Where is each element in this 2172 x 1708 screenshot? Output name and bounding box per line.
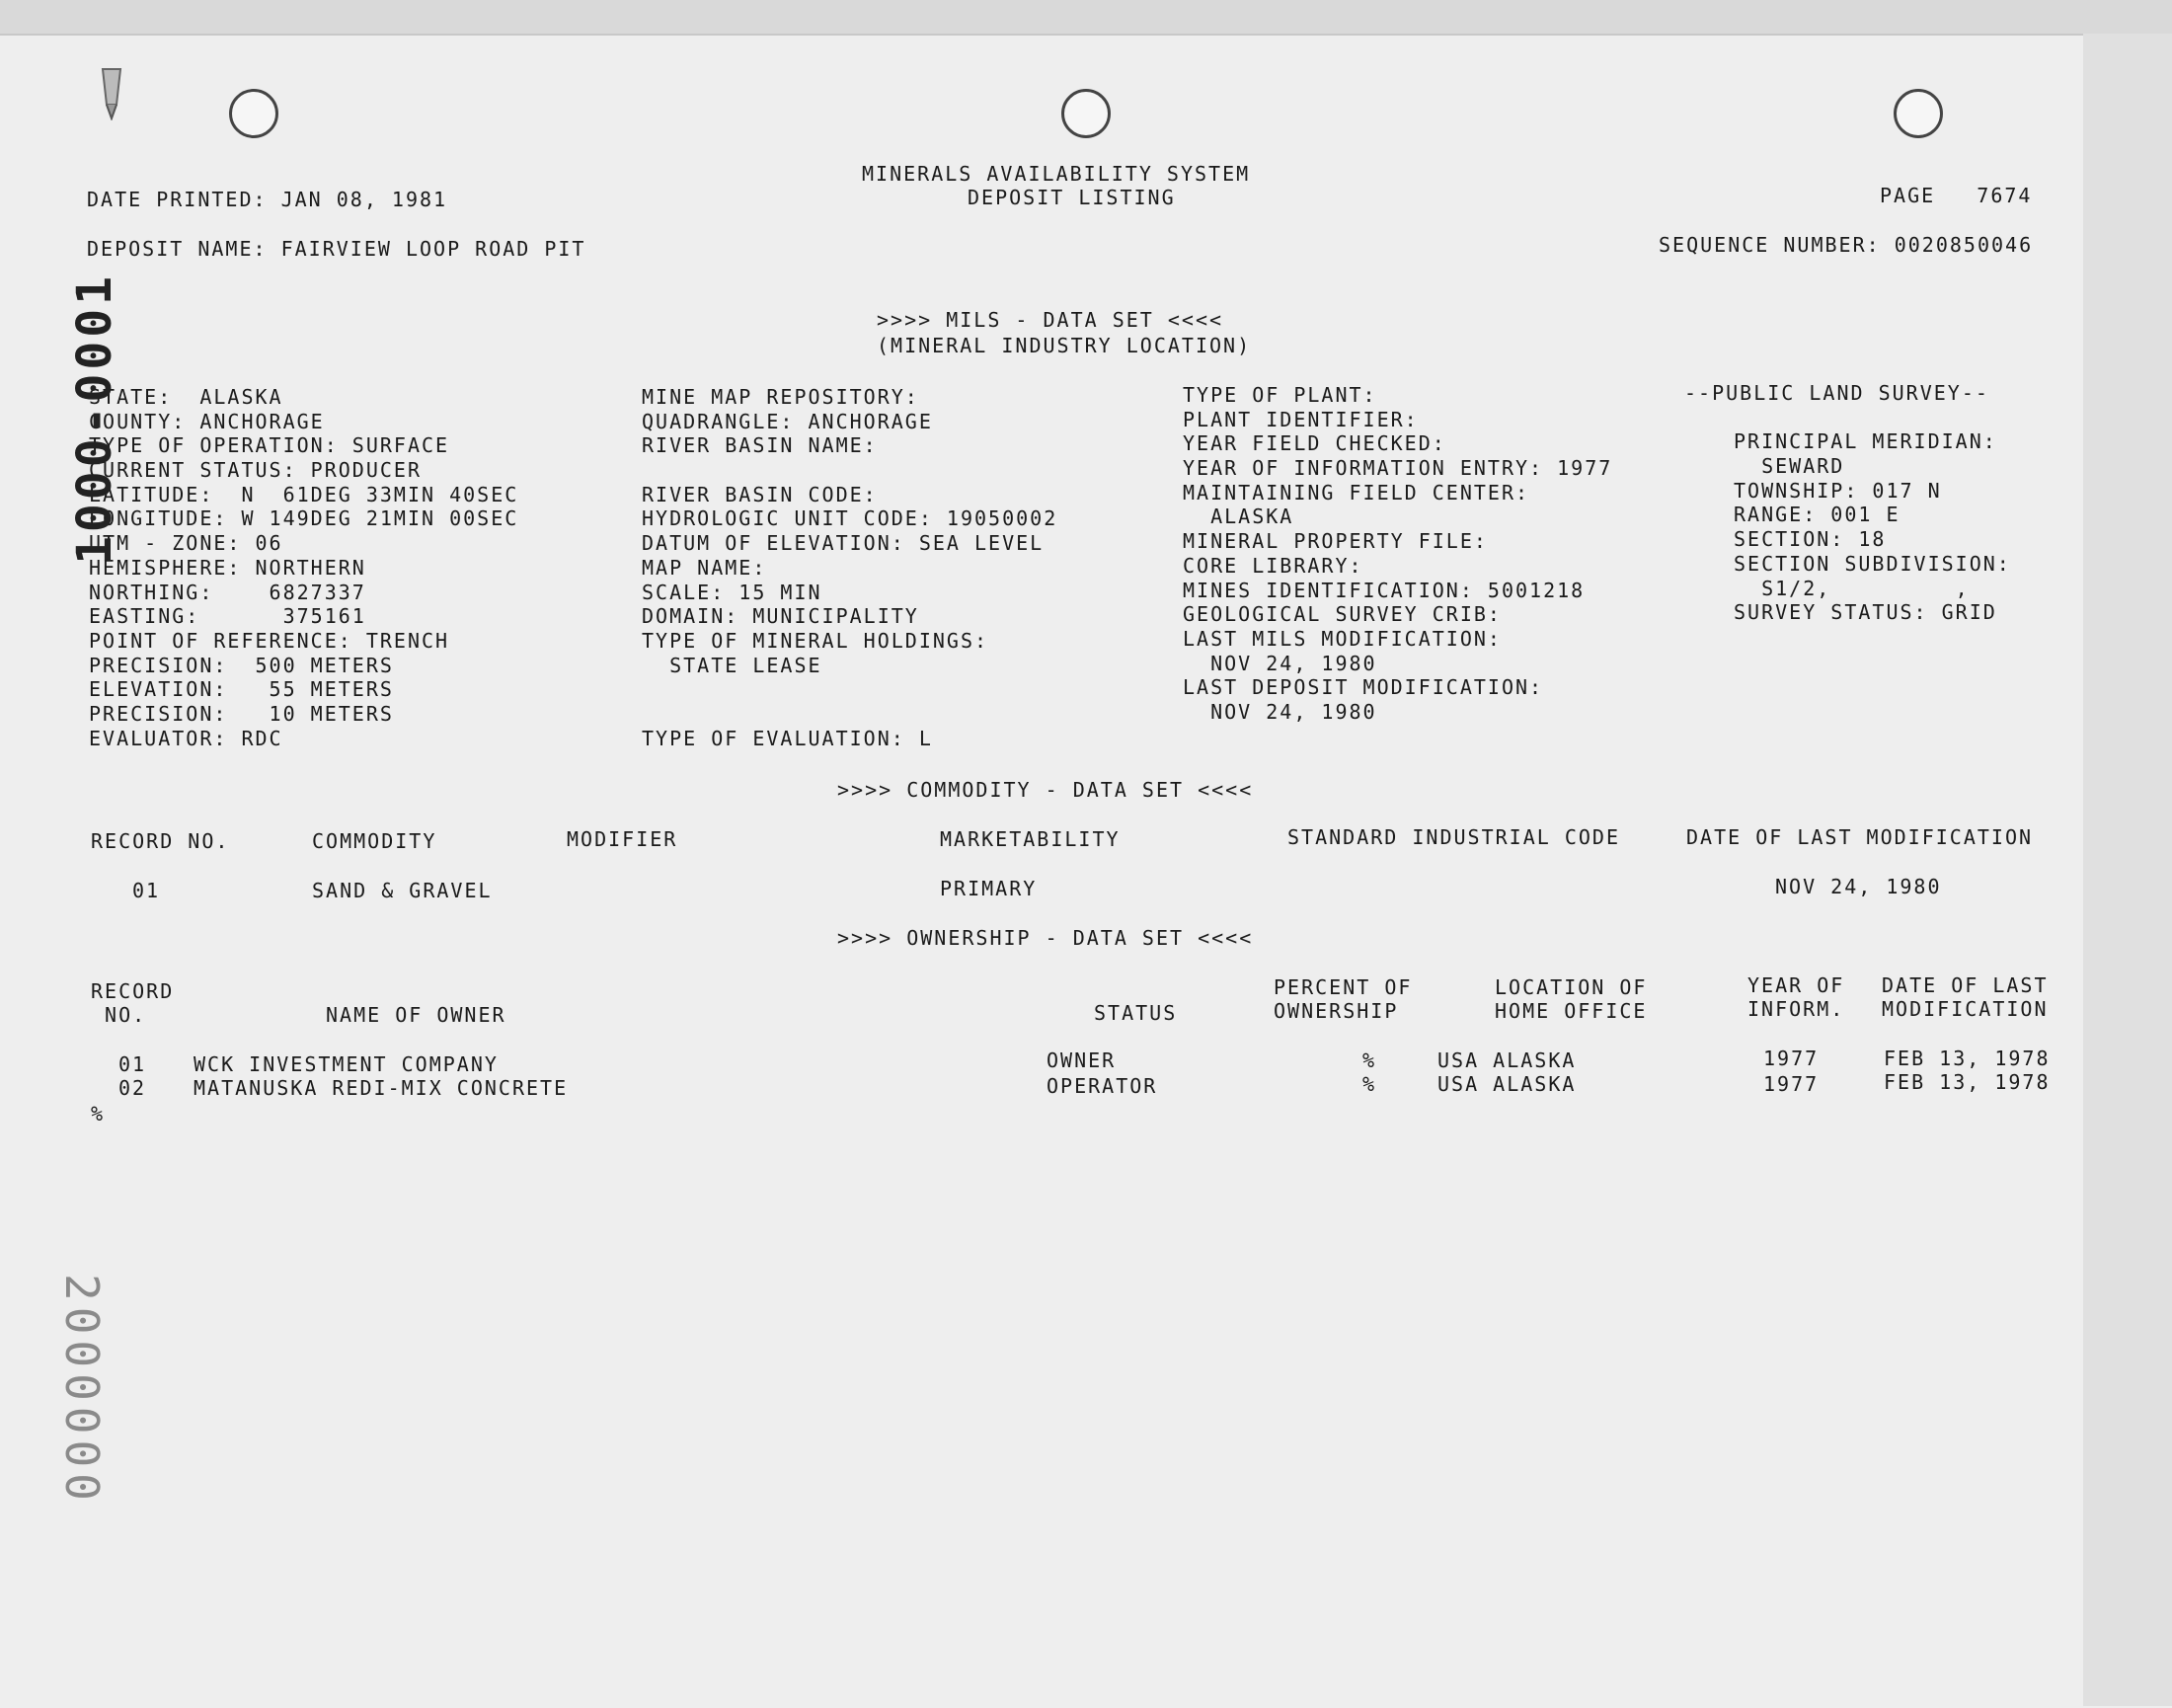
owner-record: 02: [118, 1076, 147, 1100]
owner-location: USA ALASKA: [1437, 1072, 1577, 1096]
field-line: DATUM OF ELEVATION: SEA LEVEL: [642, 531, 1045, 556]
ownership-header-record: RECORD: [91, 979, 175, 1003]
field-line: SECTION SUBDIVISION:: [1734, 551, 2011, 576]
field-line: SECTION: 18: [1734, 527, 1887, 552]
owner-status: OPERATOR: [1047, 1074, 1158, 1098]
owner-location: USA ALASKA: [1437, 1048, 1577, 1072]
binder-hole: [229, 89, 278, 138]
field-line: CURRENT STATUS: PRODUCER: [89, 458, 422, 483]
owner-name: WCK INVESTMENT COMPANY: [194, 1052, 499, 1076]
owner-record: 01: [118, 1052, 147, 1076]
field-line: EASTING: 375161: [89, 604, 366, 629]
field-line: UTM - ZONE: 06: [89, 531, 283, 556]
ownership-header-year: YEAR OF: [1747, 973, 1845, 997]
binder-hole: [1061, 89, 1111, 138]
field-line: ALASKA: [1183, 505, 1294, 529]
field-line: ELEVATION: 55 METERS: [89, 677, 394, 702]
owner-percent: %: [1362, 1072, 1377, 1096]
field-line: PRINCIPAL MERIDIAN:: [1734, 429, 1997, 454]
field-line: TYPE OF EVALUATION: L: [642, 726, 933, 750]
field-line: MINERAL PROPERTY FILE:: [1183, 529, 1488, 554]
margin-stamp: 1000-0001: [67, 272, 122, 565]
field-line: TYPE OF OPERATION: SURFACE: [89, 433, 450, 458]
field-line: PRECISION: 10 METERS: [89, 701, 394, 726]
field-line: [1684, 406, 1989, 430]
date-printed: DATE PRINTED: JAN 08, 1981: [87, 188, 448, 211]
commodity-header-marketability: MARKETABILITY: [940, 827, 1121, 851]
field-line: TOWNSHIP: 017 N: [1734, 478, 1942, 503]
field-line: SCALE: 15 MIN: [642, 580, 822, 604]
commodity-header-sic: STANDARD INDUSTRIAL CODE: [1287, 825, 1620, 849]
field-line: YEAR OF INFORMATION ENTRY: 1977: [1183, 456, 1613, 481]
field-line: S1/2, ,: [1734, 576, 1970, 600]
field-line: LAST MILS MODIFICATION:: [1183, 626, 1502, 651]
field-line: MAINTAINING FIELD CENTER:: [1183, 480, 1530, 505]
table-row-date: NOV 24, 1980: [1775, 875, 1942, 898]
ownership-header-year: INFORM.: [1747, 997, 1845, 1021]
field-line: RIVER BASIN NAME:: [642, 433, 878, 458]
commodity-header-record: RECORD NO.: [91, 829, 230, 853]
ownership-title: >>>> OWNERSHIP - DATA SET <<<<: [837, 926, 1254, 950]
ownership-header-percent: OWNERSHIP: [1274, 999, 1399, 1023]
field-line: MINES IDENTIFICATION: 5001218: [1183, 578, 1586, 602]
field-line: [642, 702, 1057, 727]
ownership-header-date: MODIFICATION: [1882, 997, 2049, 1021]
field-line: [642, 677, 1057, 702]
field-line: EVALUATOR: RDC: [89, 726, 283, 750]
field-line: --PUBLIC LAND SURVEY--: [1684, 381, 1989, 405]
field-line: TYPE OF PLANT:: [1183, 383, 1377, 407]
field-line: HEMISPHERE: NORTHERN: [89, 555, 366, 580]
field-line: RANGE: 001 E: [1734, 503, 1900, 527]
field-line: PRECISION: 500 METERS: [89, 653, 394, 677]
ownership-header-location: HOME OFFICE: [1495, 999, 1648, 1023]
mils-column-land-survey: [1684, 381, 2011, 625]
owner-percent: %: [1362, 1048, 1377, 1072]
mils-column-location: [89, 385, 518, 750]
printout-page: [0, 34, 2172, 1708]
listing-title: DEPOSIT LISTING: [968, 186, 1176, 209]
field-line: MINE MAP REPOSITORY:: [642, 385, 919, 409]
ownership-header-record: NO.: [91, 1003, 147, 1027]
commodity-header-date: DATE OF LAST MODIFICATION: [1686, 825, 2034, 849]
commodity-header-modifier: MODIFIER: [567, 827, 678, 851]
margin-serial: 2000000: [55, 1274, 109, 1507]
table-row-marketability: PRIMARY: [940, 877, 1038, 900]
field-line: LATITUDE: N 61DEG 33MIN 40SEC: [89, 482, 519, 506]
sequence-number: SEQUENCE NUMBER: 0020850046: [1659, 233, 2034, 257]
owner-status: OWNER: [1047, 1048, 1117, 1072]
field-line: QUADRANGLE: ANCHORAGE: [642, 409, 933, 433]
field-line: COUNTY: ANCHORAGE: [89, 409, 325, 433]
table-row-record: 01: [132, 879, 161, 902]
system-title: MINERALS AVAILABILITY SYSTEM: [862, 162, 1251, 186]
field-line: CORE LIBRARY:: [1183, 553, 1363, 578]
field-line: NORTHING: 6827337: [89, 580, 366, 604]
field-line: [642, 458, 1057, 483]
field-line: RIVER BASIN CODE:: [642, 482, 878, 506]
field-line: NOV 24, 1980: [1183, 699, 1377, 724]
page-number: PAGE 7674: [1880, 184, 2033, 207]
field-line: PLANT IDENTIFIER:: [1183, 407, 1419, 431]
field-line: MAP NAME:: [642, 555, 767, 580]
field-line: LAST DEPOSIT MODIFICATION:: [1183, 675, 1544, 700]
field-line: POINT OF REFERENCE: TRENCH: [89, 628, 450, 653]
end-of-record-mark: %: [91, 1102, 106, 1126]
mils-subtitle: (MINERAL INDUSTRY LOCATION): [877, 334, 1252, 357]
field-line: STATE LEASE: [642, 653, 822, 677]
owner-year: 1977: [1763, 1072, 1820, 1096]
mils-title: >>>> MILS - DATA SET <<<<: [877, 308, 1224, 332]
table-row-commodity: SAND & GRAVEL: [312, 879, 493, 902]
ownership-header-date: DATE OF LAST: [1882, 973, 2049, 997]
ownership-header-name: NAME OF OWNER: [326, 1003, 506, 1027]
field-line: SEWARD: [1734, 454, 1845, 479]
field-line: SURVEY STATUS: GRID: [1734, 600, 1997, 625]
ownership-header-percent: PERCENT OF: [1274, 975, 1413, 999]
owner-date: FEB 13, 1978: [1884, 1047, 2051, 1070]
commodity-header-commodity: COMMODITY: [312, 829, 437, 853]
owner-year: 1977: [1763, 1047, 1820, 1070]
mils-column-geography: [642, 385, 1057, 750]
field-line: YEAR FIELD CHECKED:: [1183, 431, 1446, 456]
commodity-title: >>>> COMMODITY - DATA SET <<<<: [837, 778, 1254, 802]
owner-name: MATANUSKA REDI-MIX CONCRETE: [194, 1076, 569, 1100]
field-line: STATE: ALASKA: [89, 385, 283, 409]
deposit-name: DEPOSIT NAME: FAIRVIEW LOOP ROAD PIT: [87, 237, 586, 261]
owner-date: FEB 13, 1978: [1884, 1070, 2051, 1094]
field-line: NOV 24, 1980: [1183, 651, 1377, 675]
staple-mark-icon: [97, 65, 126, 120]
binder-hole: [1894, 89, 1943, 138]
field-line: LONGITUDE: W 149DEG 21MIN 00SEC: [89, 506, 519, 531]
field-line: DOMAIN: MUNICIPALITY: [642, 604, 919, 629]
ownership-header-location: LOCATION OF: [1495, 975, 1648, 999]
ownership-header-status: STATUS: [1094, 1001, 1178, 1025]
field-line: TYPE OF MINERAL HOLDINGS:: [642, 628, 989, 653]
field-line: HYDROLOGIC UNIT CODE: 19050002: [642, 506, 1058, 531]
page-edge: [2083, 34, 2172, 1706]
field-line: GEOLOGICAL SURVEY CRIB:: [1183, 602, 1502, 627]
mils-column-plant: [1183, 383, 1612, 725]
